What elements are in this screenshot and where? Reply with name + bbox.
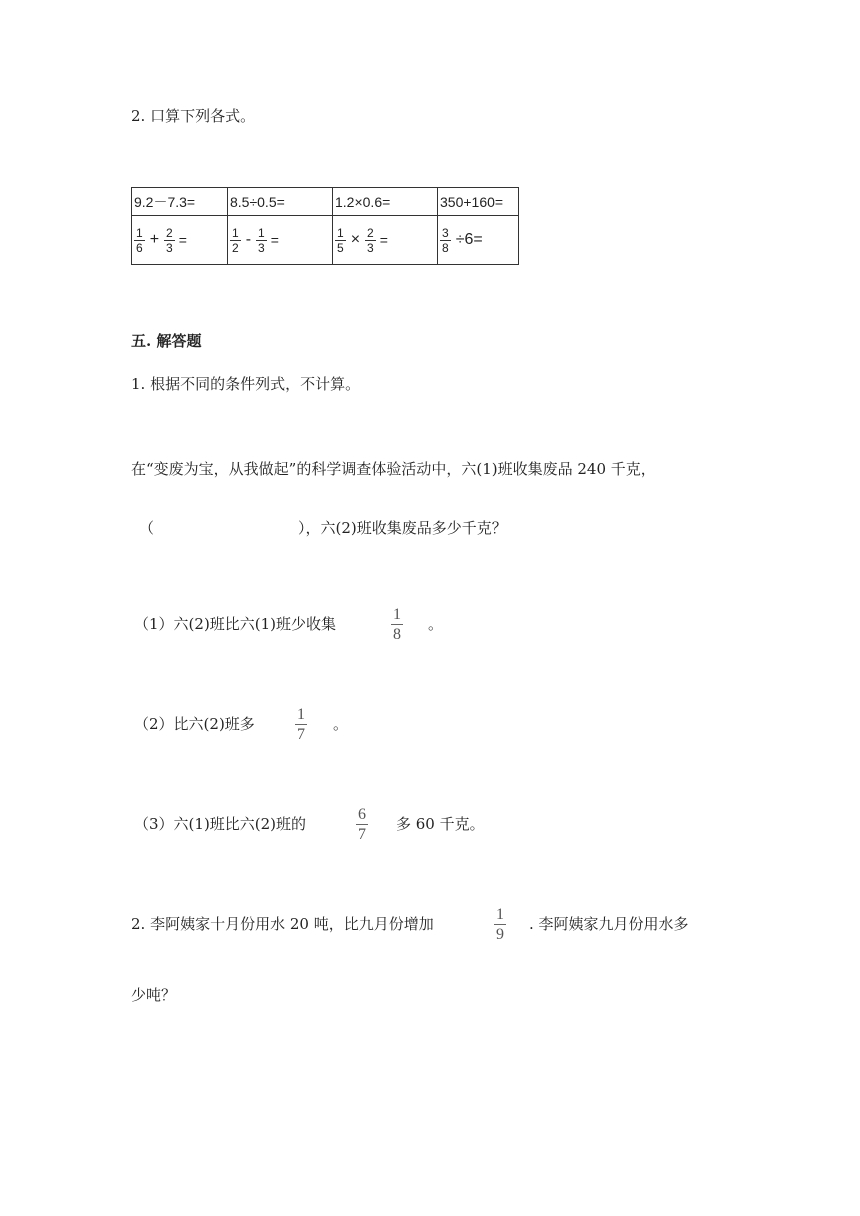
question-title: 2. 口算下列各式。 bbox=[131, 107, 256, 125]
fraction: $\frac{1}{3}$ bbox=[258, 225, 265, 255]
table-cell bbox=[333, 216, 438, 265]
operator: + bbox=[149, 231, 160, 248]
table-cell bbox=[132, 216, 228, 265]
condition-3-text: （3）六(1)班比六(2)班的 bbox=[134, 815, 307, 833]
fraction: $\frac{1}{6}$ bbox=[136, 225, 143, 255]
operator: ÷6= bbox=[455, 231, 483, 248]
table-cell: 9.2－7.3= bbox=[132, 188, 228, 216]
equals-sign: = bbox=[178, 232, 187, 248]
table-row bbox=[132, 216, 519, 265]
problem-text-line2: ），六(2)班收集废品多少千克？ bbox=[298, 519, 507, 537]
problem-2-text: 2. 李阿姨家十月份用水 20 吨，比九月份增加 bbox=[131, 915, 434, 933]
table-cell: 1.2×0.6= bbox=[333, 188, 438, 216]
problem-2-tail: . 李阿姨家九月份用水多 bbox=[529, 915, 689, 933]
equals-sign: = bbox=[270, 232, 279, 248]
fraction: $\frac{2}{3}$ bbox=[367, 225, 374, 255]
fraction: 6 7 bbox=[358, 806, 366, 843]
fraction: $\frac{2}{3}$ bbox=[166, 225, 173, 255]
condition-1-text: （1）六(2)班比六(1)班少收集 bbox=[134, 615, 337, 633]
fraction: $\frac{1}{5}$ bbox=[337, 225, 344, 255]
problem-text: 在“变废为宝，从我做起”的科学调查体验活动中，六(1)班收集废品 240 千克， bbox=[131, 460, 656, 478]
problem-2-line2: 少吨？ bbox=[131, 986, 177, 1004]
fraction: $\frac{1}{2}$ bbox=[232, 225, 239, 255]
operator: - bbox=[245, 231, 252, 248]
table-row bbox=[132, 188, 519, 216]
table-cell bbox=[438, 216, 519, 265]
fraction: 1 8 bbox=[393, 606, 401, 643]
operator: × bbox=[350, 231, 361, 248]
condition-1-tail: 。 bbox=[428, 615, 444, 633]
condition-2-tail: 。 bbox=[333, 715, 349, 733]
condition-2-text: （2）比六(2)班多 bbox=[134, 715, 255, 733]
blank-open-paren: （ bbox=[139, 519, 155, 537]
fraction: $\frac{3}{8}$ bbox=[442, 225, 449, 255]
problem-title: 1. 根据不同的条件列式，不计算。 bbox=[131, 375, 361, 393]
fraction: 1 7 bbox=[297, 706, 305, 743]
table-cell: 350+160= bbox=[438, 188, 519, 216]
condition-3-tail: 多 60 千克。 bbox=[396, 815, 485, 833]
calculation-table bbox=[131, 187, 519, 265]
equals-sign: = bbox=[379, 232, 388, 248]
section-title: 五. 解答题 bbox=[131, 332, 202, 350]
fraction: 1 9 bbox=[496, 906, 504, 943]
table-cell: 8.5÷0.5= bbox=[228, 188, 333, 216]
table-cell bbox=[228, 216, 333, 265]
